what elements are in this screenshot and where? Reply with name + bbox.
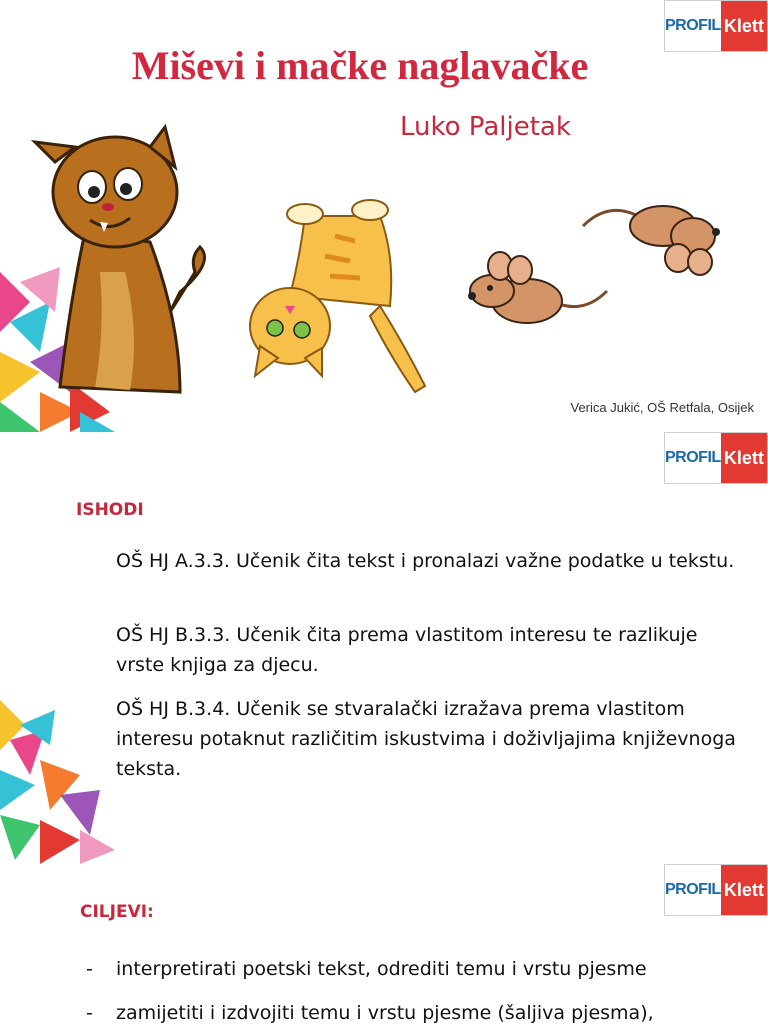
slide-author: Luko Paljetak [400, 112, 571, 142]
slide-title: Miševi i mačke naglavačke [131, 43, 589, 88]
goals-heading: CILJEVI: [80, 902, 154, 922]
goals-slide [0, 864, 768, 1024]
outcome-item: OŠ HJ B.3.3. Učenik čita prema vlastitom interesu te razlikuje vrste knjiga za djecu. [116, 624, 698, 676]
outcomes-slide [0, 432, 768, 864]
logo-profil-text: PROFIL [665, 17, 721, 34]
logo-profil-text: PROFIL [665, 881, 721, 898]
logo-klett-text: Klett [721, 1, 767, 51]
outcomes-heading: ISHODI [76, 500, 144, 520]
author-credit: Verica Jukić, OŠ Retfala, Osijek [570, 400, 754, 415]
logo-klett-text: Klett [721, 865, 767, 915]
logo-profil-text: PROFIL [665, 449, 721, 466]
colorful-triangles-decoration [0, 700, 118, 864]
outcome-item: OŠ HJ A.3.3. Učenik čita tekst i pronalazi važne podatke u tekstu. [116, 550, 735, 572]
outcome-item: OŠ HJ B.3.4. Učenik se stvaralački izražava prema vlastitom interesu potaknut različitim iskustvima i doživljajima književnoga teksta. [116, 698, 736, 780]
goal-item [86, 958, 766, 980]
goal-item [86, 1002, 766, 1024]
logo-klett-text: Klett [721, 433, 767, 483]
goal-text: interpretirati poetski tekst, odrediti temu i vrstu pjesme [116, 958, 647, 980]
cartoon-cat-sitting-icon [30, 122, 215, 397]
profil-klett-logo [664, 864, 768, 916]
title-slide [0, 0, 768, 432]
upside-down-mouse-icon [578, 196, 728, 281]
goal-text: zamijetiti i izdvojiti temu i vrstu pjesme (šaljiva pjesma), [116, 1002, 654, 1024]
bullet-dash: - [86, 958, 93, 980]
bullet-dash: - [86, 1002, 93, 1024]
upside-down-cat-icon [230, 196, 435, 396]
profil-klett-logo [664, 432, 768, 484]
